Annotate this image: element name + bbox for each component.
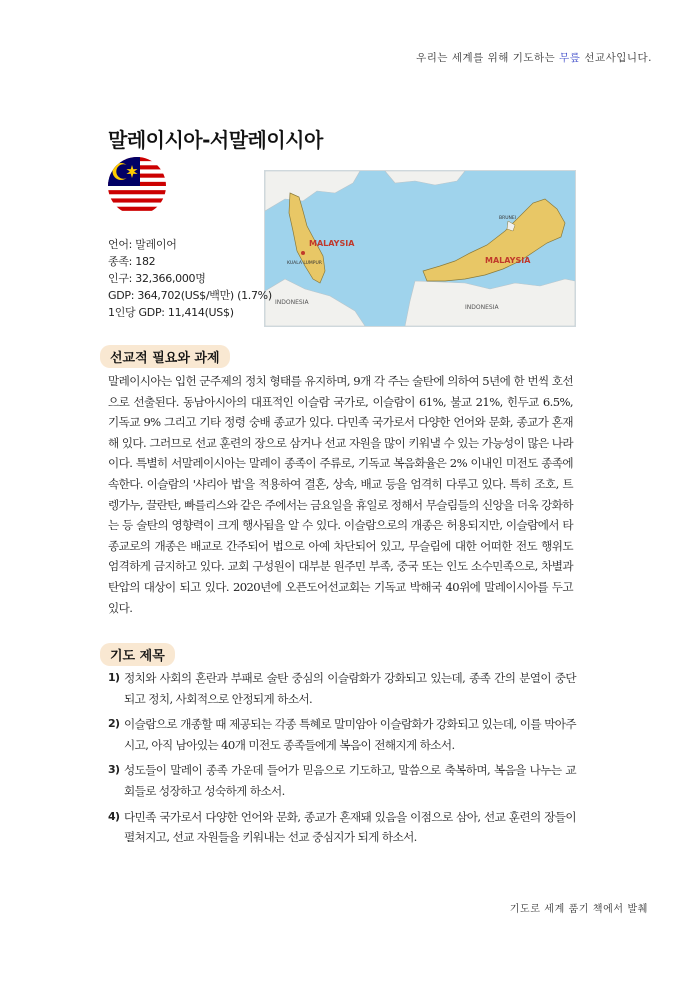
page-footer: 기도로 세계 품기 책에서 발췌 xyxy=(509,904,648,915)
prayer-text: 다민족 국가로서 다양한 언어와 문화, 종교가 혼재돼 있음을 이점으로 삼아, 선교 훈련의 장들이 펼쳐지고, 선교 자원들을 키워내는 선교 중심지가 되게 하소서. xyxy=(124,809,576,845)
prayer-text: 이슬람으로 개종할 때 제공되는 각종 특혜로 말미암아 이슬람화가 강화되고 있는데, 이를 막아주시고, 아직 남아있는 40개 미전도 종족들에게 복음이 전해지게 하소서. xyxy=(124,717,576,752)
header-highlight: 무릎 xyxy=(559,52,581,64)
mission-body: 말레이시아는 입헌 군주제의 정치 형태를 유지하며, 9개 각 주는 술탄에 의하여 5년에 한 번씩 호선으로 선출된다. 동남아시아의 대표적인 이슬람 국가로, 이슬람이 61%, 불교 21%, 힌두교 6.5%, 기독교 9% 그리고 기타 정령 숭배 종교가 있다. 다민족 국가로서 다양한 언어와 문화, 종교가 혼재해 있다. 그러므로 선교 훈련의 장으로 삼거나 선교 자원을 많이 키워낼 수 있는 가능성이 많은 나라이다. 특별히 서말레이시아는 말레이 종족이 주류로, 기독교 복음화율은 2% 이내인 미전도 종족에 속한다. 이슬람의 '샤리아 법'을 적용하여 결혼, 상속, 배교 등을 엄격히 다루고 있다. 특히 조호, 트렝가누, 끌란탄, 빠를리스와 같은 주에서는 금요일을 휴일로 정해서 무슬림들의 신앙을 더욱 강화하는 등 술탄의 영향력이 크게 행사됨을 알 수 있다. 이슬람으로의 개종은 허용되지만, 이슬람에서 타종교로의 개종은 배교로 간주되어 법으로 아예 차단되어 있고, 무슬림에 대한 어떠한 전도 행위도 엄격하게 금지하고 있다. 교회 구성원이 대부분 원주민 부족, 중국 또는 인도 소수민족으로, 차별과 탄압의 대상이 되고 있다. 2020년에 오픈도어선교회는 기독교 박해국 40위에 말레이시아를 두고 있다. xyxy=(108,374,573,615)
prayer-item xyxy=(108,714,576,755)
info-language: 언어: 말레이어 xyxy=(108,238,177,251)
map-label-indonesia-right: INDONESIA xyxy=(465,304,499,311)
country-info xyxy=(108,236,272,321)
prayer-item xyxy=(108,760,576,801)
info-ethnic-groups: 종족: 182 xyxy=(108,255,156,268)
info-population: 인구: 32,366,000명 xyxy=(108,272,206,285)
prayer-list xyxy=(108,668,576,853)
map-label-kuala-lumpur: KUALA LUMPUR xyxy=(287,261,322,266)
header-suffix: 선교사입니다. xyxy=(584,52,652,64)
page-header-tagline xyxy=(416,50,652,65)
map-label-malaysia-west: MALAYSIA xyxy=(309,239,355,248)
prayer-item xyxy=(108,668,576,709)
prayer-text: 정치와 사회의 혼란과 부패로 술탄 중심의 이슬람화가 강화되고 있는데, 종족 간의 분열이 중단되고 정치, 사회적으로 안정되게 하소서. xyxy=(124,671,576,706)
info-gdp-per-capita: 1인당 GDP: 11,414(US$) xyxy=(108,306,234,319)
info-gdp: GDP: 364,702(US$/백만) (1.7%) xyxy=(108,289,272,302)
mission-heading: 선교적 필요와 과제 xyxy=(100,345,230,368)
map-label-indonesia-left: INDONESIA xyxy=(275,299,309,306)
malaysia-flag-icon xyxy=(108,157,166,215)
prayer-text: 성도들이 말레이 종족 가운데 들어가 믿음으로 기도하고, 말씀으로 축복하며, 복음을 나누는 교회들로 성장하고 성숙하게 하소서. xyxy=(124,763,576,798)
malaysia-map xyxy=(264,170,576,327)
prayer-number: 3) xyxy=(108,763,120,777)
prayer-number: 1) xyxy=(108,671,120,684)
map-label-brunei: BRUNEI xyxy=(499,216,517,221)
prayer-number: 2) xyxy=(108,717,120,731)
prayer-heading: 기도 제목 xyxy=(100,643,175,666)
header-prefix: 우리는 세계를 위해 기도하는 xyxy=(416,52,556,64)
prayer-item xyxy=(108,807,576,848)
page-title: 말레이시아-서말레이시아 xyxy=(108,128,323,152)
prayer-number: 4) xyxy=(108,809,120,823)
map-label-malaysia-east: MALAYSIA xyxy=(485,256,531,265)
